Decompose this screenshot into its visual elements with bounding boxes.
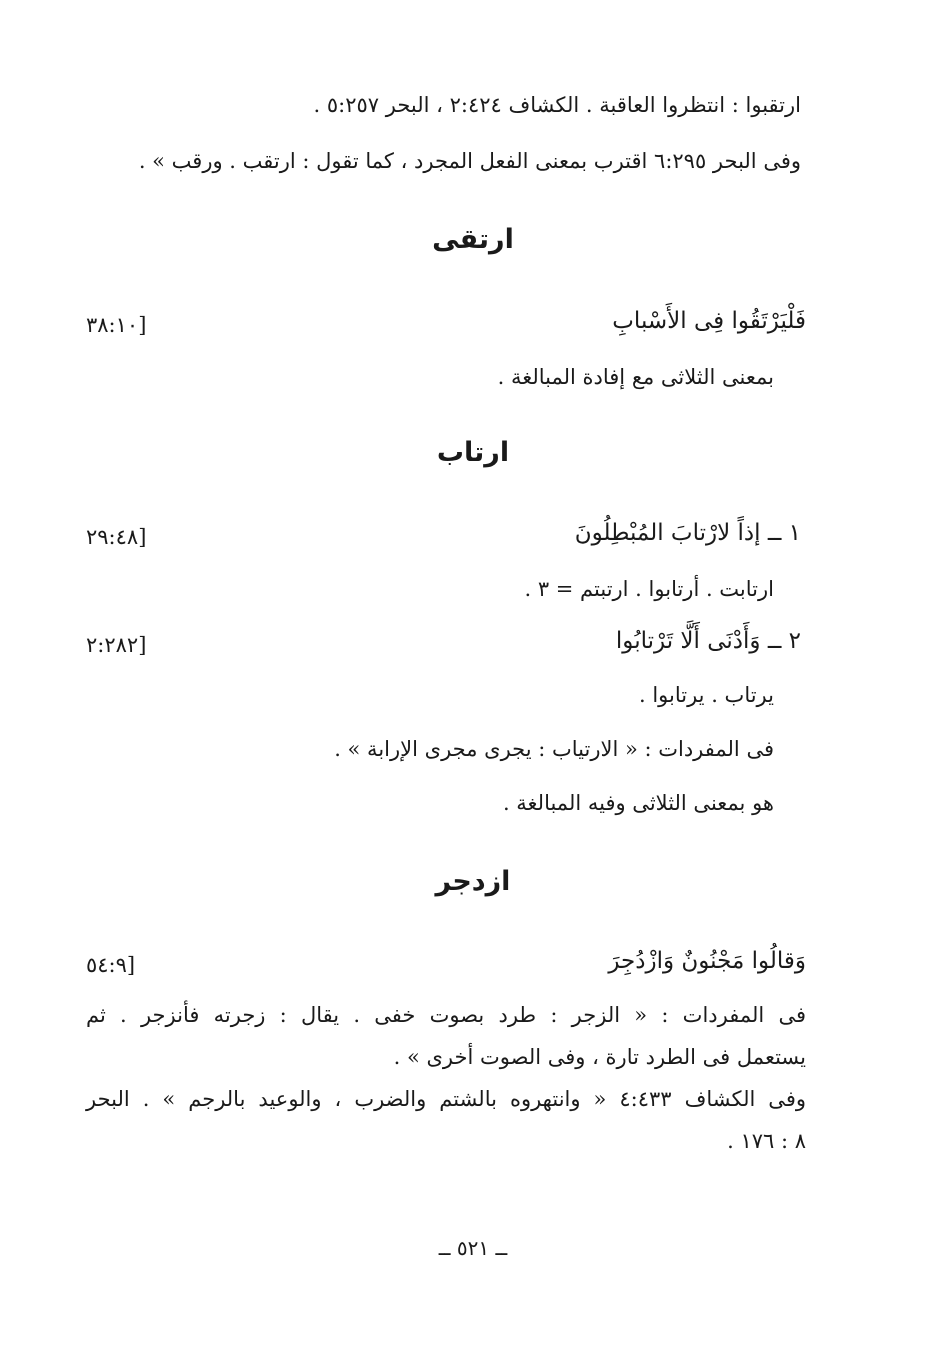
verse-irtaba-2: ٢ ــ وَأَدْنَى أَلَّا تَرْتابُوا xyxy=(615,628,801,654)
entry-heading-irtaqa: ارتقى xyxy=(432,224,514,255)
verse-reference: [٢٩:٤٨ xyxy=(86,525,147,549)
verse-irtaba-1: ١ ــ إذاً لارْتابَ المُبْطِلُونَ xyxy=(574,520,801,546)
page-number: ــ ٥٢١ ــ xyxy=(438,1236,508,1260)
verse-reference: [٥٤:٩ xyxy=(86,953,136,977)
mufradat-quote: فى المفردات : « الارتياب : يجرى مجرى الإرابة » . xyxy=(334,737,774,761)
mufradat-quote-line-1: فى المفردات : « الزجر : طرد بصوت خفى . يقال : زجرته فأنزجر . ثم xyxy=(86,1003,806,1027)
entry-heading-izdajara: ازدجر xyxy=(435,866,511,897)
entry-forms: يرتاب . يرتابوا . xyxy=(638,683,774,707)
verse-reference: [٢:٢٨٢ xyxy=(86,633,147,657)
mufradat-quote-line-2: يستعمل فى الطرد تارة ، وفى الصوت أخرى » . xyxy=(393,1045,806,1069)
verse-izdajara: وَقالُوا مَجْنُونٌ وَازْدُجِرَ xyxy=(608,948,806,974)
top-line-1: ارتقبوا : انتظروا العاقبة . الكشاف ٢:٤٢٤ ، البحر ٥:٢٥٧ . xyxy=(313,93,801,117)
verse-reference: [٣٨:١٠ xyxy=(86,313,147,337)
kashshaf-quote-line-1: وفى الكشاف ٤:٤٣٣ « وانتهروه بالشتم والضرب ، والوعيد بالرجم » . البحر xyxy=(86,1087,806,1111)
entry-heading-irtaba: ارتاب xyxy=(436,437,510,468)
kashshaf-quote-line-2: ٨ : ١٧٦ . xyxy=(727,1129,806,1153)
top-line-2: وفى البحر ٦:٢٩٥ اقترب بمعنى الفعل المجرد ، كما تقول : ارتقب . ورقب » . xyxy=(138,149,801,173)
verse-irtaqa: فَلْيَرْتَقُوا فِى الأَسْبابِ xyxy=(612,308,806,334)
entry-note: هو بمعنى الثلاثى وفيه المبالغة . xyxy=(502,791,774,815)
entry-forms: ارتابت . أرتابوا . ارتبتم = ٣ . xyxy=(524,577,774,601)
entry-note: بمعنى الثلاثى مع إفادة المبالغة . xyxy=(497,365,774,389)
